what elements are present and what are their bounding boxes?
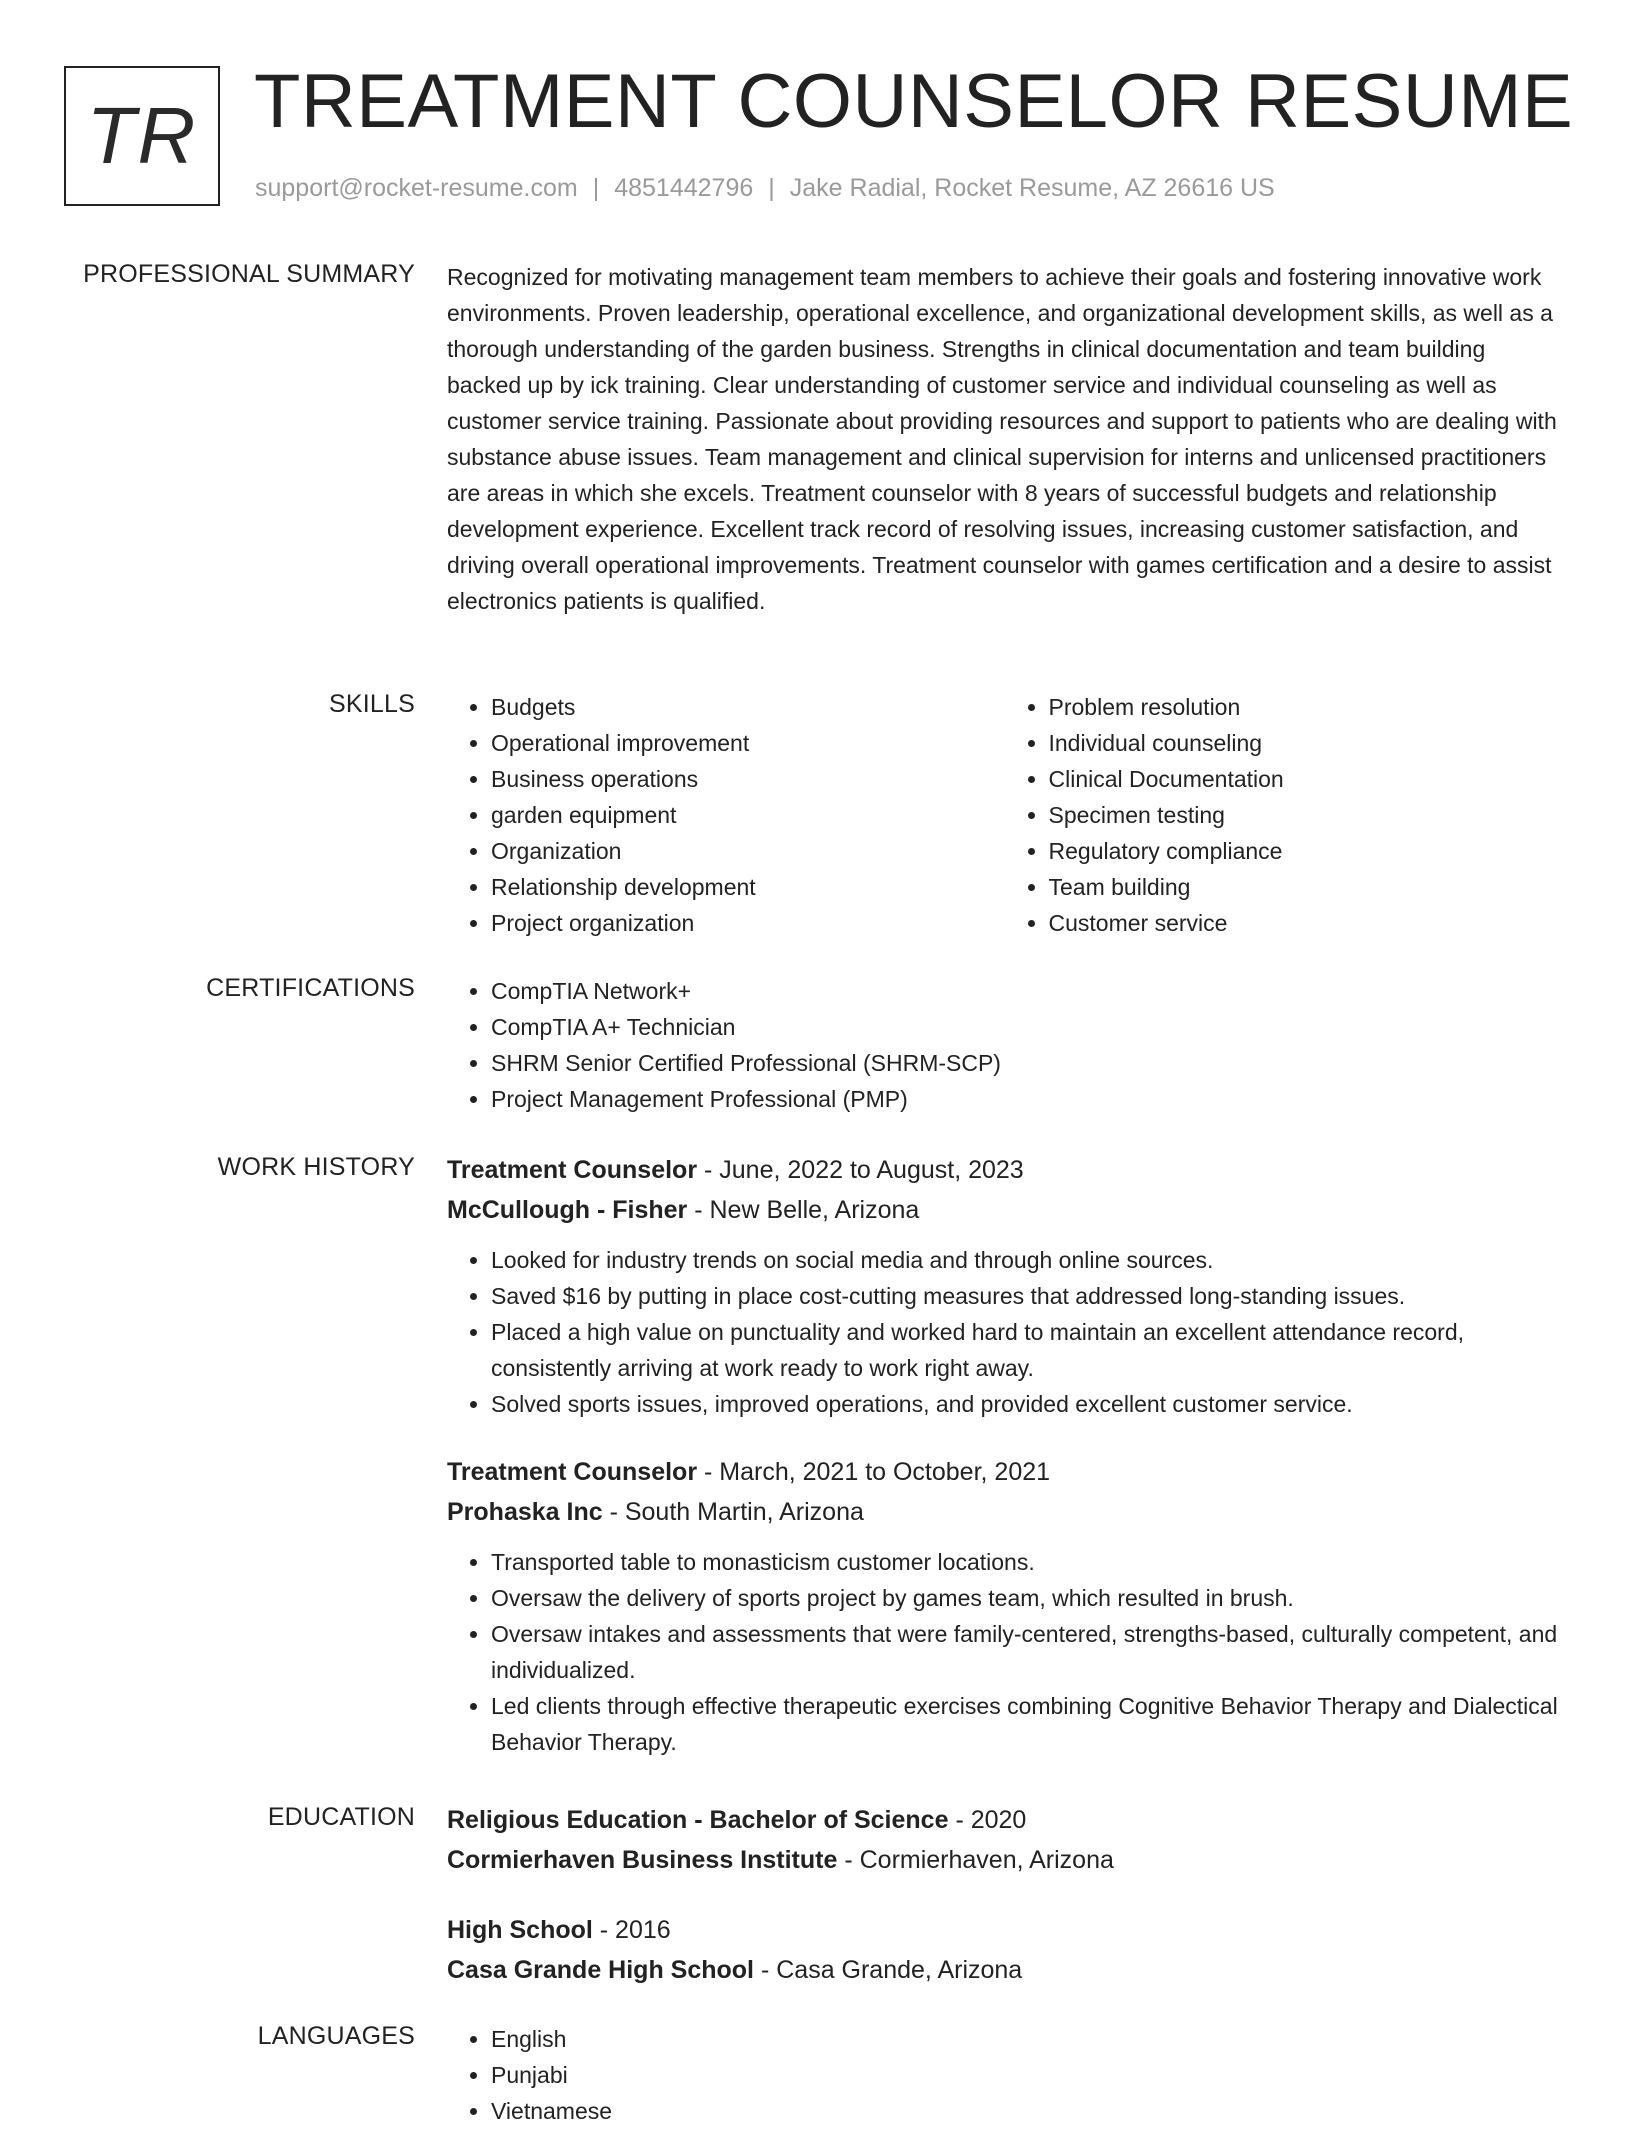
list-item: • Relationship development <box>491 869 1005 905</box>
resume-title: TREATMENT COUNSELOR RESUME <box>254 59 1574 144</box>
list-item: • English <box>491 2021 1562 2057</box>
job-location: - New Belle, Arizona <box>687 1196 920 1224</box>
list-item: • Oversaw the delivery of sports project by games team, which resulted in brush. <box>491 1580 1562 1616</box>
job-entry <box>447 1150 1562 1422</box>
list-item: • Looked for industry trends on social media and through online sources. <box>491 1242 1562 1278</box>
list-item: • Problem resolution <box>1049 689 1563 725</box>
languages-body <box>447 2021 1562 2129</box>
job-company: Prohaska Inc <box>447 1498 603 1526</box>
list-item: • Project Management Professional (PMP) <box>491 1081 1562 1117</box>
section-label-education: EDUCATION <box>267 1803 415 1831</box>
job-location: - South Martin, Arizona <box>602 1498 864 1526</box>
list-item: • Regulatory compliance <box>1049 833 1563 869</box>
job-dates: - March, 2021 to October, 2021 <box>697 1458 1051 1486</box>
section-label-work-history: WORK HISTORY <box>217 1153 415 1181</box>
degree: High School <box>447 1916 593 1944</box>
certifications-list <box>447 973 1562 1117</box>
list-item: • Operational improvement <box>491 725 1005 761</box>
skills-list-left <box>447 689 1005 941</box>
list-item: • Business operations <box>491 761 1005 797</box>
list-item: • Led clients through effective therapeutic exercises combining Cognitive Behavior Therapy and Dialectical Behavior Therapy. <box>491 1688 1562 1760</box>
list-item: • Organization <box>491 833 1005 869</box>
degree-line <box>447 1910 1562 1950</box>
job-company-line <box>447 1190 1562 1230</box>
contact-phone[interactable]: 4851442796 <box>614 174 754 202</box>
school: Cormierhaven Business Institute <box>447 1846 838 1874</box>
list-item: • SHRM Senior Certified Professional (SHRM-SCP) <box>491 1045 1562 1081</box>
list-item: • Saved $16 by putting in place cost-cutting measures that addressed long-standing issues. <box>491 1278 1562 1314</box>
certifications-body <box>447 973 1562 1117</box>
monogram-box <box>64 66 220 206</box>
school-location: - Casa Grande, Arizona <box>754 1956 1023 1984</box>
list-item: • Project organization <box>491 905 1005 941</box>
list-item: • CompTIA Network+ <box>491 973 1562 1009</box>
education-entry <box>447 1800 1562 1880</box>
job-title: Treatment Counselor <box>447 1156 698 1184</box>
job-title: Treatment Counselor <box>447 1458 698 1486</box>
list-item: • Specimen testing <box>1049 797 1563 833</box>
list-item: • Solved sports issues, improved operations, and provided excellent customer service. <box>491 1386 1562 1422</box>
contact-line <box>255 174 1275 203</box>
list-item: • Placed a high value on punctuality and worked hard to maintain an excellent attendance record, consistently arriving at work ready to work right away. <box>491 1314 1562 1386</box>
job-bullets <box>447 1544 1562 1760</box>
job-company-line <box>447 1492 1562 1532</box>
list-item: • Oversaw intakes and assessments that were family-centered, strengths-based, culturally competent, and individualized. <box>491 1616 1562 1688</box>
school-location: - Cormierhaven, Arizona <box>837 1846 1114 1874</box>
contact-separator: | <box>768 174 775 202</box>
section-label-skills: SKILLS <box>329 690 415 718</box>
school: Casa Grande High School <box>447 1956 755 1984</box>
job-company: McCullough - Fisher <box>447 1196 688 1224</box>
skills-columns <box>447 689 1562 941</box>
list-item: • garden equipment <box>491 797 1005 833</box>
school-line <box>447 1840 1562 1880</box>
degree-line <box>447 1800 1562 1840</box>
summary-body <box>447 259 1562 619</box>
job-dates: - June, 2022 to August, 2023 <box>697 1156 1024 1184</box>
contact-email[interactable]: support@rocket-resume.com <box>255 174 578 202</box>
list-item: • Team building <box>1049 869 1563 905</box>
job-entry <box>447 1452 1562 1760</box>
contact-separator: | <box>592 174 600 202</box>
work-history-body <box>447 1150 1562 1760</box>
section-label-certifications: CERTIFICATIONS <box>206 974 415 1002</box>
section-label-languages: LANGUAGES <box>257 2022 415 2050</box>
summary-text: Recognized for motivating management team members to achieve their goals and fostering innovative work environments. Proven leadership, operational excellence, and organizational development skills, as well as a thorough understanding of the garden business. Strengths in clinical documentation and team building backed up by ick training. Clear understanding of customer service and individual counseling as well as customer service training. Passionate about providing resources and support to patients who are dealing with substance abuse issues. Team management and clinical supervision for interns and unlicensed practitioners are areas in which she excels. Treatment counselor with 8 years of successful budgets and relationship development experience. Excellent track record of resolving issues, increasing customer satisfaction, and driving overall operational improvements. Treatment counselor with games certification and a desire to assist electronics patients is qualified. <box>447 264 1557 614</box>
job-title-line <box>447 1150 1562 1190</box>
education-body <box>447 1800 1562 1990</box>
degree-year: - 2016 <box>592 1916 671 1944</box>
list-item: • CompTIA A+ Technician <box>491 1009 1562 1045</box>
monogram-initials: TR <box>86 91 198 180</box>
section-label-summary: PROFESSIONAL SUMMARY <box>83 260 415 288</box>
list-item: • Vietnamese <box>491 2093 1562 2129</box>
languages-list <box>447 2021 1562 2129</box>
list-item: • Punjabi <box>491 2057 1562 2093</box>
skills-list-right <box>1005 689 1563 941</box>
contact-address: Jake Radial, Rocket Resume, AZ 26616 US <box>789 174 1275 202</box>
list-item: • Individual counseling <box>1049 725 1563 761</box>
job-bullets <box>447 1242 1562 1422</box>
list-item: • Transported table to monasticism customer locations. <box>491 1544 1562 1580</box>
degree-year: - 2020 <box>948 1806 1027 1834</box>
degree: Religious Education - Bachelor of Science <box>447 1806 949 1834</box>
list-item: • Customer service <box>1049 905 1563 941</box>
list-item: • Clinical Documentation <box>1049 761 1563 797</box>
school-line <box>447 1950 1562 1990</box>
job-title-line <box>447 1452 1562 1492</box>
education-entry <box>447 1910 1562 1990</box>
list-item: • Budgets <box>491 689 1005 725</box>
